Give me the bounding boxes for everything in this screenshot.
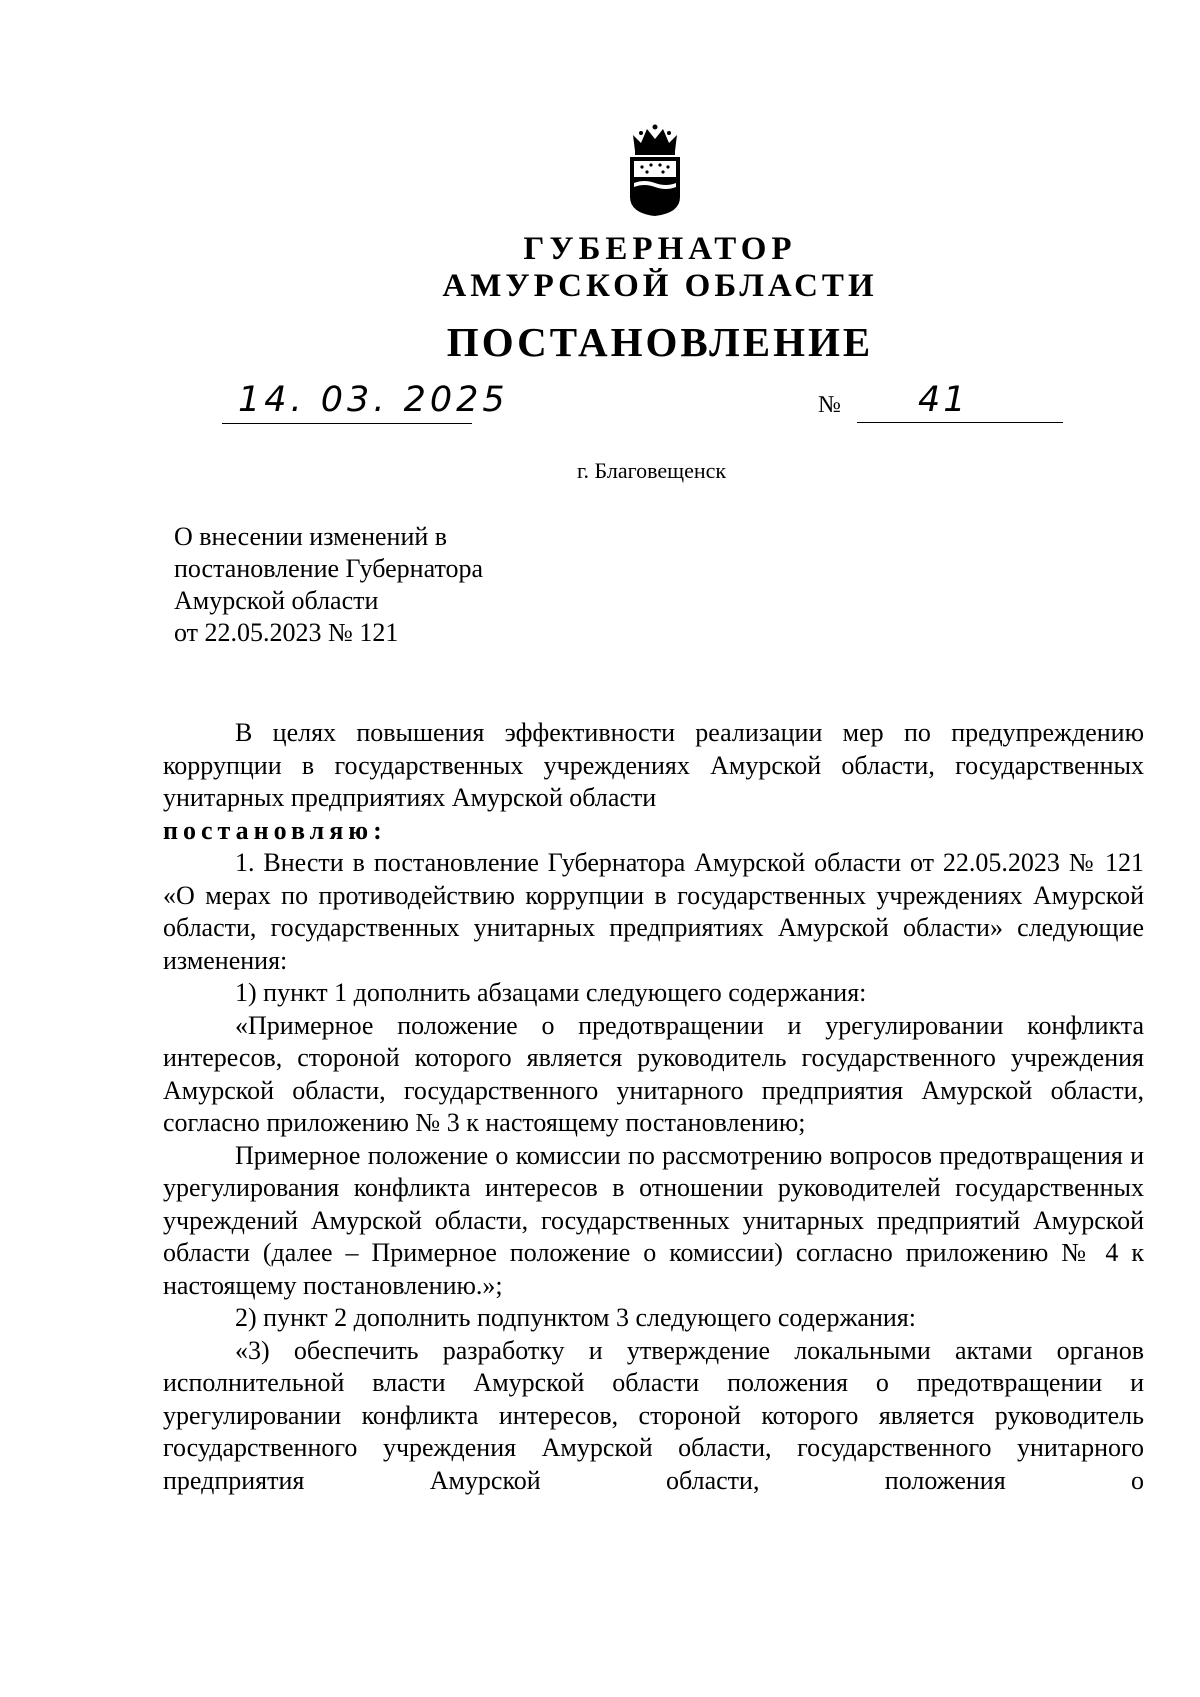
document-type: ПОСТАНОВЛЕНИЕ — [446, 319, 874, 365]
subject-line: Амурской области — [174, 586, 379, 615]
subject-line: от 22.05.2023 № 121 — [174, 618, 399, 647]
subject-line: О внесении изменений в — [174, 522, 448, 551]
date-underline — [222, 423, 472, 424]
coat-of-arms-icon — [627, 121, 683, 217]
inserted-paragraph-3: «3) обеспечить разработку и утверждение локальными актами органов исполнительной власти Амурской области положения о предотвращении и урегулировании конфликта интересов, стороной которого является руководитель государственного учреждения Амурской области, государственного унитарного предприятия Амурской области, положения о — [163, 1335, 1144, 1495]
city-name: г. Благовещенск — [577, 458, 727, 483]
inserted-paragraph-1: «Примерное положение о предотвращении и урегулировании конфликта интересов, стороной которого является руководитель государственного учреждения Амурской области, государственного унитарного предприятия Амурской области, согласно приложению № 3 к настоящему постановлению; — [163, 1010, 1144, 1137]
preamble-paragraph: В целях повышения эффективности реализации мер по предупреждению коррупции в государственных учреждениях Амурской области, государственных унитарных предприятиях Амурской области — [163, 718, 1144, 812]
inserted-paragraph-2: Примерное положение о комиссии по рассмотрению вопросов предотвращения и урегулирования конфликта интересов в отношении руководителей государственных учреждений Амурской области, государственных унитарных предприятий Амурской области (далее – Примерное положение о комиссии) согласно приложению № 4 к настоящему постановлению.»; — [163, 1140, 1144, 1300]
subject-line: постановление Губернатора — [174, 554, 484, 583]
document-number: 41 — [918, 380, 969, 420]
document-subject — [174, 521, 483, 649]
number-underline — [857, 422, 1063, 423]
decree-word-text: постановляю: — [163, 815, 387, 845]
number-sign: № — [818, 392, 841, 418]
authority-title: ГУБЕРНАТОР — [523, 231, 797, 267]
subclause-1: 1) пункт 1 дополнить абзацами следующего содержания: — [235, 978, 867, 1007]
region-title: АМУРСКОЙ ОБЛАСТИ — [442, 268, 878, 304]
subclause-2: 2) пункт 2 дополнить подпунктом 3 следующего содержания: — [235, 1303, 916, 1332]
document-body — [163, 717, 1144, 1497]
decree-word — [163, 815, 1144, 848]
clause-1: 1. Внести в постановление Губернатора Амурской области от 22.05.2023 № 121 «О мерах по противодействию коррупции в государственных учреждениях Амурской области, государственных унитарных предприятиях Амурской области» следующие изменения: — [163, 848, 1144, 975]
document-date: 14. 03. 2025 — [238, 380, 509, 420]
